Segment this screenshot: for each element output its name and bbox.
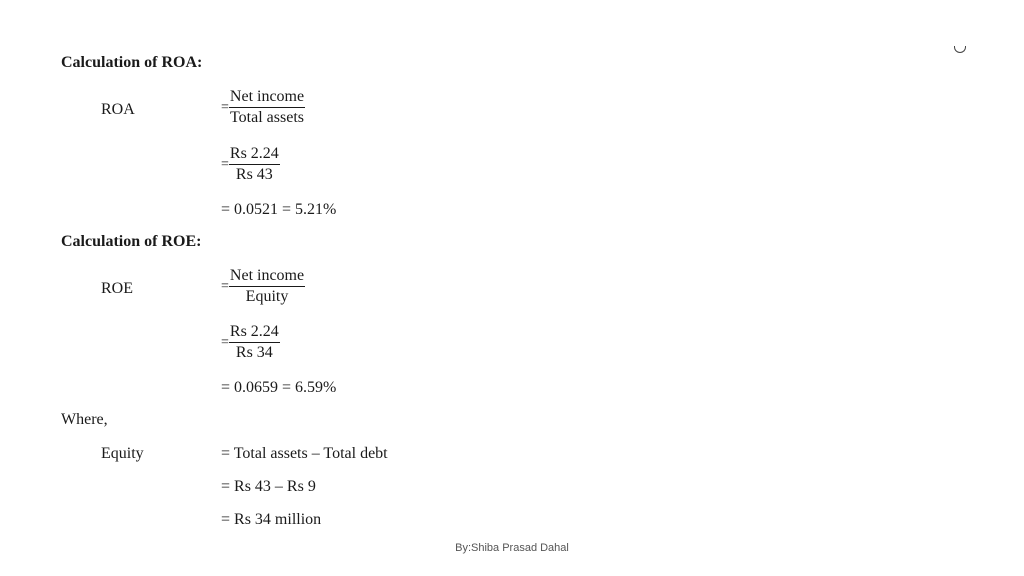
author-footer: By:Shiba Prasad Dahal — [455, 542, 569, 554]
roa-heading: Calculation of ROA: — [61, 54, 203, 71]
equity-line-1: = Total assets – Total debt — [221, 445, 388, 462]
roa-label: ROA — [101, 101, 135, 118]
fraction-numerator: Rs 2.24 — [229, 145, 280, 165]
roe-formula-step2 — [221, 323, 280, 362]
fraction-numerator: Net income — [229, 267, 305, 287]
roe-result: = 0.0659 = 6.59% — [221, 379, 337, 396]
roe-label: ROE — [101, 280, 133, 297]
where-heading: Where, — [61, 411, 108, 428]
roa-formula-step1 — [221, 88, 305, 127]
equity-label: Equity — [101, 445, 144, 462]
roa-result: = 0.0521 = 5.21% — [221, 201, 337, 218]
roe-heading: Calculation of ROE: — [61, 233, 202, 250]
roe-formula-step1 — [221, 267, 305, 306]
equals-sign: = — [221, 278, 229, 294]
equals-sign: = — [221, 99, 229, 115]
equity-line-2: = Rs 43 – Rs 9 — [221, 478, 316, 495]
roa-formula-step2 — [221, 145, 280, 184]
fraction-denominator: Equity — [245, 288, 289, 305]
roe-fraction-formula — [229, 267, 305, 306]
fraction-numerator: Rs 2.24 — [229, 323, 280, 343]
equals-sign: = — [221, 334, 229, 350]
equity-line-3: = Rs 34 million — [221, 511, 322, 528]
roe-fraction-values — [229, 323, 280, 362]
roa-fraction-values — [229, 145, 280, 184]
fraction-denominator: Total assets — [230, 109, 304, 126]
corner-mark — [954, 46, 966, 53]
equals-sign: = — [221, 156, 229, 172]
fraction-denominator: Rs 43 — [235, 166, 273, 183]
fraction-numerator: Net income — [229, 88, 305, 108]
fraction-denominator: Rs 34 — [235, 344, 273, 361]
roa-fraction-formula — [229, 88, 305, 127]
